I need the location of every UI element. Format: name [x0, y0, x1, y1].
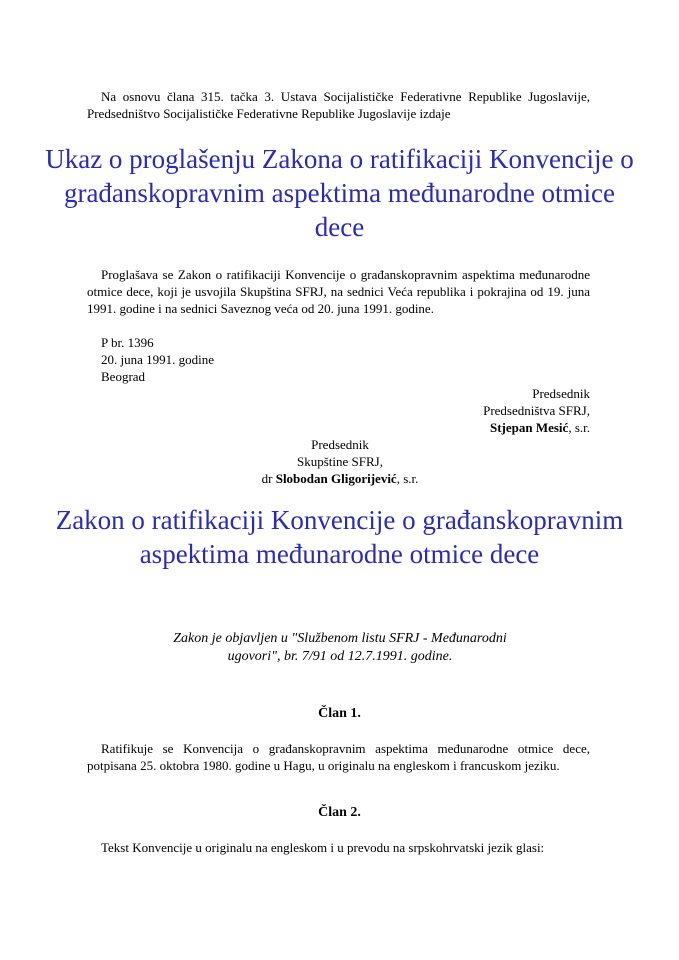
- signature-name-line: [240, 470, 440, 487]
- publication-note: Zakon je objavljen u "Službenom listu SFRJ - Međunarodni ugovori", br. 7/91 od 12.7.1991. godine.: [173, 631, 507, 664]
- article-2-heading: Član 2.: [318, 805, 361, 820]
- signature-name-line: [483, 419, 590, 436]
- article-2-text: Tekst Konvencije u originalu na engleskom i u prevodu na srpskohrvatski jezik glasi:: [101, 840, 545, 855]
- signature-name: Stjepan Mesić: [489, 420, 569, 435]
- proclamation-paragraph: Proglašava se Zakon o ratifikaciji Konvencije o građanskopravnim aspektima međunarodne otmice dece, koji je usvojila Skupština SFRJ, na sednici Veća republika i pokrajina od 19. juna 1991. godine i na sednici Saveznog veća od 20. juna 1991. godine.: [87, 267, 590, 316]
- intro-paragraph: Na osnovu člana 315. tačka 3. Ustava Socijalističke Federativne Republike Jugoslavije, Predsedništvo Socijalističke Federativne Republike Jugoslavije izdaje: [87, 89, 590, 121]
- signature-body: Predsedništva SFRJ,: [483, 403, 590, 418]
- signature-role: Predsednik: [532, 386, 590, 401]
- signature-suffix: , s.r.: [568, 420, 590, 435]
- decree-date: 20. juna 1991. godine: [101, 352, 215, 367]
- signature-name: Slobodan Gligorijević: [275, 471, 397, 486]
- presidency-signature: [483, 385, 590, 436]
- signature-role: Predsednik: [311, 437, 369, 452]
- article-1-text: Ratifikuje se Konvencija o građanskopravnim aspektima međunarodne otmice dece, potpisana 25. oktobra 1980. godine u Hagu, u originalu na engleskom i francuskom jeziku.: [87, 741, 590, 773]
- decree-title: Ukaz o proglašenju Zakona o ratifikaciji Konvencije o građanskopravnim aspektima međunarodne otmice dece: [45, 144, 634, 242]
- decree-place: Beograd: [101, 369, 146, 384]
- article-1-heading: Član 1.: [318, 706, 361, 721]
- decree-number: P br. 1396: [101, 335, 154, 350]
- signature-suffix: , s.r.: [396, 471, 419, 486]
- law-title: Zakon o ratifikaciji Konvencije o građanskopravnim aspektima međunarodne otmice dece: [55, 505, 624, 569]
- assembly-signature: [240, 436, 440, 487]
- signature-body: Skupštine SFRJ,: [297, 454, 383, 469]
- signature-prefix: dr: [261, 471, 276, 486]
